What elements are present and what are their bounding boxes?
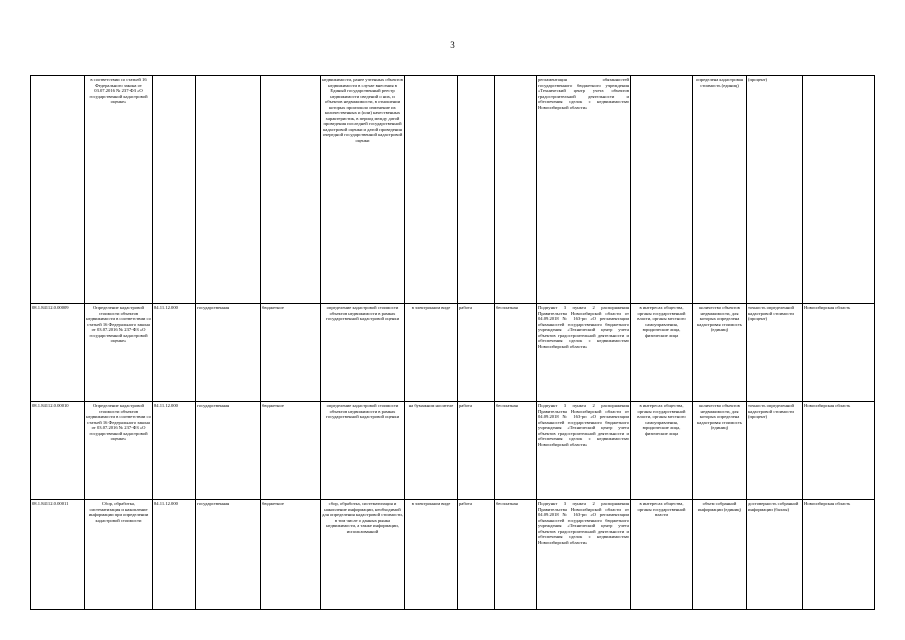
cell-type [196, 76, 261, 304]
cell-unit: работа [458, 304, 495, 402]
cell-quantity: определена кадастровая стоимость (единиц) [693, 76, 747, 304]
cell-unit: работа [458, 500, 495, 610]
cell-code: 08.1.84112.0.00011 [31, 500, 85, 610]
cell-quantity: объем собранной информации (единиц) [693, 500, 747, 610]
cell-name: Определение кадастровой стоимости объектов недвижимости в соответствии со статьей 16 Федерального закона от 03.07.2016 № 237-ФЗ «О государственной кадастровой оценке» [85, 402, 153, 500]
cell-unit: работа [458, 402, 495, 500]
cell-unit [458, 76, 495, 304]
cell-okved [153, 76, 196, 304]
cell-consumers [631, 76, 693, 304]
cell-kind: бюджетное [261, 304, 321, 402]
cell-okved: 84.11.12.000 [153, 500, 196, 610]
cell-kind [261, 76, 321, 304]
cell-form [405, 76, 458, 304]
cell-form: в электронном виде [405, 304, 458, 402]
cell-basis: Подпункт 3 пункта 2 распоряжения Правительства Новосибирской области от 04.09.2018 № 163-рп «О регламентации обязанностей государственного бюджетного учреждения «Технический центр учета объектов градостроительной деятельности и обеспечения сделок с недвижимостью Новосибирской области» [537, 304, 631, 402]
cell-name: Сбор, обработка, систематизация и накопление информации при определении кадастровой стоимости [85, 500, 153, 610]
cell-quantity: количество объектов недвижимости, для которых определена кадастровая стоимость (единиц) [693, 402, 747, 500]
cell-type: государственная [196, 304, 261, 402]
cell-consumers: в интересах общества, органы государственной власти [631, 500, 693, 610]
cell-quality: точность определенной кадастровой стоимости (процент) [747, 402, 803, 500]
cell-place [803, 76, 875, 304]
cell-quality: точность определенной кадастровой стоимости (процент) [747, 304, 803, 402]
cell-pay: бесплатная [495, 304, 537, 402]
table-row [31, 402, 875, 500]
cell-content: определение кадастровой стоимости объектов недвижимости в рамках государственной кадастровой оценки [321, 402, 405, 500]
page-number: 3 [450, 40, 455, 50]
cell-pay [495, 76, 537, 304]
cell-kind: бюджетное [261, 500, 321, 610]
cell-code: 08.1.84112.0.00009 [31, 304, 85, 402]
table-row [31, 304, 875, 402]
table-row [31, 500, 875, 610]
cell-kind: бюджетное [261, 402, 321, 500]
cell-form: в электронном виде [405, 500, 458, 610]
cell-type: государственная [196, 500, 261, 610]
cell-basis: Подпункт 3 пункта 2 распоряжения Правительства Новосибирской области от 04.09.2018 № 163-рп «О регламентации обязанностей государственного бюджетного учреждения «Технический центр учета объектов градостроительной деятельности и обеспечения сделок с недвижимостью Новосибирской области» [537, 500, 631, 610]
cell-place: Новосибирская область [803, 304, 875, 402]
cell-form: на бумажном носителе [405, 402, 458, 500]
services-table [30, 75, 875, 610]
cell-okved: 84.11.12.000 [153, 402, 196, 500]
cell-okved: 84.11.12.000 [153, 304, 196, 402]
cell-content: недвижимости, ранее учтенных объектов недвижимости в случае внесения в Единый государственный реестр недвижимости сведений о них, и объектов недвижимости, в отношении которых произошло изменение их количественных и (или) качественных характеристик, в период между датой проведения последней государственной кадастровой оценки и датой проведения очередной государственной кадастровой оценки [321, 76, 405, 304]
cell-quality: достоверность собранной информации (баллы) [747, 500, 803, 610]
cell-name: в соответствии со статьей 16 Федерального закона от 03.07.2016 № 237-ФЗ «О государственной кадастровой оценке» [85, 76, 153, 304]
cell-consumers: в интересах общества, органы государственной власти, органы местного самоуправления, юридические лица, физические лица [631, 304, 693, 402]
cell-content: сбор, обработка, систематизация и накопление информации, необходимой для определения кадастровой стоимости, в том числе о данных рынка недвижимости, а также информации, использованной [321, 500, 405, 610]
cell-name: Определение кадастровой стоимости объектов недвижимости в соответствии со статьей 16 Федерального закона от 03.07.2016 № 237-ФЗ «О государственной кадастровой оценке» [85, 304, 153, 402]
cell-quality: (процент) [747, 76, 803, 304]
cell-quantity: количество объектов недвижимости, для которых определена кадастровая стоимость (единиц) [693, 304, 747, 402]
cell-code [31, 76, 85, 304]
cell-pay: бесплатная [495, 402, 537, 500]
cell-basis: Подпункт 3 пункта 2 распоряжения Правительства Новосибирской области от 04.09.2018 № 163-рп «О регламентации обязанностей государственного бюджетного учреждения «Технический центр учета объектов градостроительной деятельности и обеспечения сделок с недвижимостью Новосибирской области» [537, 402, 631, 500]
cell-place: Новосибирская область [803, 402, 875, 500]
table-row [31, 76, 875, 304]
cell-consumers: в интересах общества, органы государственной власти, органы местного самоуправления, юридические лица, физические лица [631, 402, 693, 500]
cell-type: государственная [196, 402, 261, 500]
cell-pay: бесплатная [495, 500, 537, 610]
cell-basis: регламентация обязанностей государственного бюджетного учреждения «Технический центр учета объектов градостроительной деятельности и обеспечения сделок с недвижимостью Новосибирской области» [537, 76, 631, 304]
cell-code: 08.1.84112.0.00010 [31, 402, 85, 500]
cell-place: Новосибирская область [803, 500, 875, 610]
cell-content: определение кадастровой стоимости объектов недвижимости в рамках государственной кадастровой оценки [321, 304, 405, 402]
